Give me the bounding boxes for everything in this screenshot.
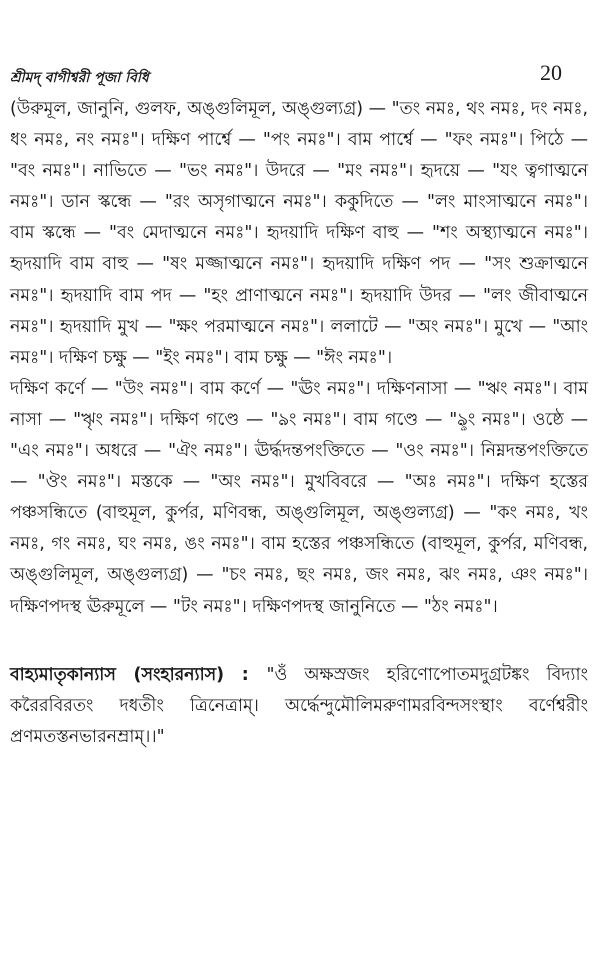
paragraph-bahya-matrika-nyasa bbox=[10, 660, 588, 753]
body-text bbox=[10, 94, 588, 753]
paragraph-anga-nyasa: (উরুমূল, জানুনি, গুলফ, অঙ্গুলিমূল, অঙ্গুল্যগ্র) — "তং নমঃ, থং নমঃ, দং নমঃ, ধং নমঃ, নং নমঃ"। দক্ষিণ পার্শ্বে — "পং নমঃ"। বাম পার্শ্বে — "ফং নমঃ"। পিঠে — "বং নমঃ"। নাভিতে — "ভং নমঃ"। উদরে — "মং নমঃ"। হৃদয়ে — "যং ত্বগাত্মনে নমঃ"। ডান স্কন্ধে — "রং অসৃগাত্মনে নমঃ"। ককুদিতে — "লং মাংসাত্মনে নমঃ"। বাম স্কন্ধে — "বং মেদাত্মনে নমঃ"। হৃদয়াদি দক্ষিণ বাহু — "শং অস্থ্যাত্মনে নমঃ"। হৃদয়াদি বাম বাহু — "ষং মজ্জাত্মনে নমঃ"। হৃদয়াদি দক্ষিণ পদ — "সং শুক্রাত্মনে নমঃ"। হৃদয়াদি বাম পদ — "হং প্রাণাত্মনে নমঃ"। হৃদয়াদি উদর — "লং জীবাত্মনে নমঃ"। হৃদয়াদি মুখ — "ক্ষং পরমাত্মনে নমঃ"। ললাটে — "অং নমঃ"। মুখে — "আং নমঃ"। দক্ষিণ চক্ষু — "ইং নমঃ"। বাম চক্ষু — "ঈং নমঃ"। bbox=[10, 99, 588, 368]
dhyana-verse: "ওঁ অক্ষস্রজং হরিণোপোতমদুগ্রটঙ্কং বিদ্যাং করৈরবিরতং দধতীং ত্রিনেত্রাম্। অর্দ্ধেন্দুমৌলিমরুণামরবিন্দসংস্থাং বর্ণেশ্বরীং প্রণমতস্তনভারনম্রাম্।।" bbox=[10, 664, 588, 747]
page-number: 20 bbox=[540, 60, 562, 85]
running-title: শ্রীমদ্ বাগীশ্বরী পূজা বিধি bbox=[10, 70, 149, 86]
section-heading: বাহ্যমাতৃকান্যাস (সংহারন্যাস) : bbox=[10, 664, 267, 685]
page-header bbox=[10, 60, 562, 90]
paragraph-anga-nyasa-continued: দক্ষিণ কর্ণে — "উং নমঃ"। বাম কর্ণে — "ঊং নমঃ"। দক্ষিণনাসা — "ঋং নমঃ"। বাম নাসা — "ৠং নমঃ"। দক্ষিণ গণ্ডে — "ঌং নমঃ"। বাম গণ্ডে — "ৡং নমঃ"। ওষ্ঠে — "এং নমঃ"। অধরে — "ঐং নমঃ"। ঊর্দ্ধদন্তপংক্তিতে — "ওং নমঃ"। নিম্নদন্তপংক্তিতে — "ঔং নমঃ"। মস্তকে — "অং নমঃ"। মুখবিবরে — "অঃ নমঃ"। দক্ষিণ হস্তের পঞ্চসন্ধিতে (বাহুমূল, কুর্পর, মণিবন্ধ, অঙ্গুলিমূল, অঙ্গুল্যগ্র) — "কং নমঃ, খং নমঃ, গং নমঃ, ঘং নমঃ, ঙং নমঃ"। বাম হস্তের পঞ্চসন্ধিতে (বাহুমূল, কুর্পর, মণিবন্ধ, অঙ্গুলিমূল, অঙ্গুল্যগ্র) — "চং নমঃ, ছং নমঃ, জং নমঃ, ঝং নমঃ, ঞং নমঃ"। দক্ষিণপদস্থ ঊরুমূলে — "টং নমঃ"। দক্ষিণপদস্থ জানুনিতে — "ঠং নমঃ"। bbox=[10, 378, 588, 617]
